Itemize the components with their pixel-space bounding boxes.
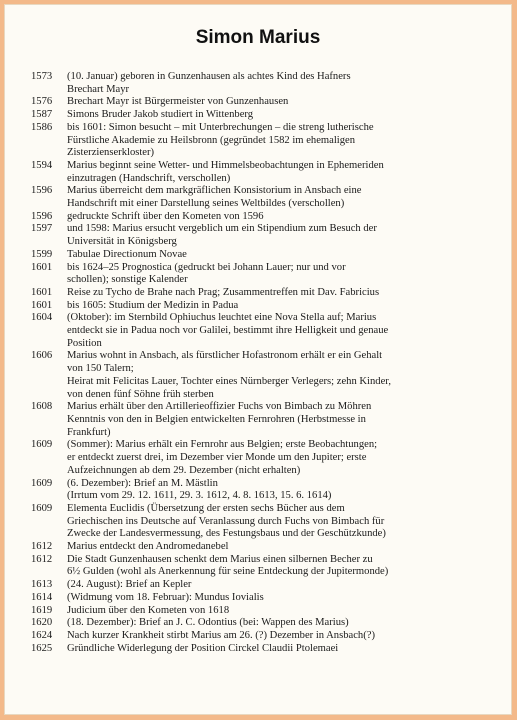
entry-year: 1594 bbox=[31, 159, 53, 171]
timeline-entry bbox=[31, 249, 486, 262]
entry-year: 1612 bbox=[31, 541, 53, 553]
entry-text: Marius entdeckt den Andromedanebel bbox=[67, 541, 229, 553]
entry-year: 1624 bbox=[31, 629, 53, 641]
entry-year: 1587 bbox=[31, 109, 53, 121]
timeline-entry bbox=[31, 541, 486, 554]
entry-text: Reise zu Tycho de Brahe nach Prag; Zusammentreffen mit Dav. Fabricius bbox=[67, 286, 380, 298]
entry-text: Simons Bruder Jakob studiert in Wittenberg bbox=[67, 109, 254, 121]
entry-year: 1609 bbox=[31, 439, 53, 451]
timeline-entry bbox=[31, 109, 486, 122]
entry-text: Marius überreicht dem markgräflichen Konsistorium in Ansbach eine Handschrift mit einer Darstellung seines Weltbildes (verschollen) bbox=[67, 185, 362, 210]
entry-text: (Sommer): Marius erhält ein Fernrohr aus Belgien; erste Beobachtungen; er entdeckt zuerst drei, im Dezember vier Monde um den Jupiter; erste Aufzeichnungen ab dem 29. Dezember (nicht erhalten) bbox=[67, 439, 378, 476]
entry-year: 1609 bbox=[31, 477, 53, 489]
entry-text: Judicium über den Kometen von 1618 bbox=[67, 604, 230, 616]
entry-year: 1596 bbox=[31, 185, 53, 197]
timeline-entry bbox=[31, 630, 486, 643]
entry-year: 1612 bbox=[31, 553, 53, 565]
entry-text: Marius wohnt in Ansbach, als fürstlicher Hofastronom erhält er ein Gehalt von 150 Talern; Heirat mit Felicitas Lauer, Tochter eines Nürnberger Verlegers; zehn Kinder, von denen fünf Söhne früh sterben bbox=[67, 350, 392, 400]
entry-year: 1596 bbox=[31, 210, 53, 222]
timeline-entry bbox=[31, 300, 486, 313]
timeline-entry bbox=[31, 122, 486, 160]
entry-text: gedruckte Schrift über den Kometen von 1596 bbox=[67, 210, 264, 222]
timeline-entry bbox=[31, 503, 486, 541]
entry-text: Nach kurzer Krankheit stirbt Marius am 26. (?) Dezember in Ansbach(?) bbox=[67, 629, 375, 641]
entry-text: (24. August): Brief an Kepler bbox=[67, 579, 192, 591]
timeline-entry bbox=[31, 262, 486, 287]
entry-text: und 1598: Marius ersucht vergeblich um ein Stipendium zum Besuch der Universität in Königsberg bbox=[67, 223, 377, 248]
entry-text: Tabulae Directionum Novae bbox=[67, 248, 187, 260]
entry-text: bis 1601: Simon besucht – mit Unterbrechungen – die streng lutherische Fürstliche Akademie zu Heilsbronn (gegründet 1582 im ehemaligen Zisterzienserkloster) bbox=[67, 121, 374, 159]
entry-text: Brechart Mayr ist Bürgermeister von Gunzenhausen bbox=[67, 96, 289, 108]
timeline-entry bbox=[31, 401, 486, 439]
entry-year: 1601 bbox=[31, 299, 53, 311]
entry-text: Gründliche Widerlegung der Position Circkel Claudii Ptolemaei bbox=[67, 642, 339, 654]
timeline-entry bbox=[31, 71, 486, 96]
entry-year: 1601 bbox=[31, 261, 53, 273]
timeline-entry bbox=[31, 185, 486, 210]
timeline-entry bbox=[31, 617, 486, 630]
entry-year: 1613 bbox=[31, 579, 53, 591]
entry-year: 1586 bbox=[31, 121, 53, 133]
entry-year: 1597 bbox=[31, 223, 53, 235]
entry-year: 1619 bbox=[31, 604, 53, 616]
timeline-entry bbox=[31, 478, 486, 503]
entry-text: bis 1605: Studium der Medizin in Padua bbox=[67, 299, 239, 311]
entry-year: 1604 bbox=[31, 312, 53, 324]
entry-text: (6. Dezember): Brief an M. Mästlin (Irrtum vom 29. 12. 1611, 29. 3. 1612, 4. 8. 1613, 15. 6. 1614) bbox=[67, 477, 332, 502]
entry-text: (Widmung vom 18. Februar): Mundus Iovialis bbox=[67, 591, 264, 603]
timeline-entry bbox=[31, 312, 486, 350]
timeline-entry bbox=[31, 223, 486, 248]
entry-year: 1609 bbox=[31, 502, 53, 514]
timeline-entry bbox=[31, 211, 486, 224]
timeline-list bbox=[31, 71, 486, 655]
timeline-entry bbox=[31, 287, 486, 300]
timeline-entry bbox=[31, 350, 486, 401]
timeline-entry bbox=[31, 160, 486, 185]
entry-year: 1576 bbox=[31, 96, 53, 108]
entry-text: (Oktober): im Sternbild Ophiuchus leuchtet eine Nova Stella auf; Marius entdeckt sie in Padua noch vor Galilei, bestimmt ihre Helligkeit und genaue Position bbox=[67, 312, 389, 349]
document-page bbox=[4, 4, 512, 715]
timeline-entry bbox=[31, 554, 486, 579]
timeline-entry bbox=[31, 592, 486, 605]
timeline-entry bbox=[31, 605, 486, 618]
entry-text: (10. Januar) geboren in Gunzenhausen als achtes Kind des Hafners Brechart Mayr bbox=[67, 71, 351, 95]
entry-text: Elementa Euclidis (Übersetzung der ersten sechs Bücher aus dem Griechischen ins Deutsche auf Veranlassung durch Fuchs von Bimbach für Zwecke der Landesvermessung, des Festungsbaus und der Geschützkunde) bbox=[67, 502, 386, 540]
timeline-entry bbox=[31, 96, 486, 109]
timeline-entry bbox=[31, 439, 486, 477]
timeline-entry bbox=[31, 643, 486, 656]
entry-text: (18. Dezember): Brief an J. C. Odontius (bei: Wappen des Marius) bbox=[67, 617, 349, 629]
entry-year: 1620 bbox=[31, 617, 53, 629]
timeline-entry bbox=[31, 579, 486, 592]
entry-year: 1601 bbox=[31, 286, 53, 298]
entry-year: 1608 bbox=[31, 401, 53, 413]
page-title: Simon Marius bbox=[195, 27, 321, 48]
entry-year: 1599 bbox=[31, 248, 53, 260]
entry-text: bis 1624–25 Prognostica (gedruckt bei Johann Lauer; nur und vor schollen); sonstige Kalender bbox=[67, 261, 346, 286]
entry-text: Marius erhält über den Artillerieoffizier Fuchs von Bimbach zu Möhren Kenntnis von den in Belgien entwickelten Fernrohren (Herbstmesse in Frankfurt) bbox=[67, 401, 372, 438]
entry-year: 1614 bbox=[31, 591, 53, 603]
entry-text: Die Stadt Gunzenhausen schenkt dem Marius einen silbernen Becher zu 6½ Gulden (wohl als Anerkennung für seine Entdeckung der Jupitermonde) bbox=[67, 553, 389, 578]
entry-year: 1573 bbox=[31, 71, 53, 82]
entry-year: 1606 bbox=[31, 350, 53, 362]
entry-year: 1625 bbox=[31, 642, 53, 654]
entry-text: Marius beginnt seine Wetter- und Himmelsbeobachtungen in Ephemeriden einzutragen (Handschrift, verschollen) bbox=[67, 159, 384, 184]
